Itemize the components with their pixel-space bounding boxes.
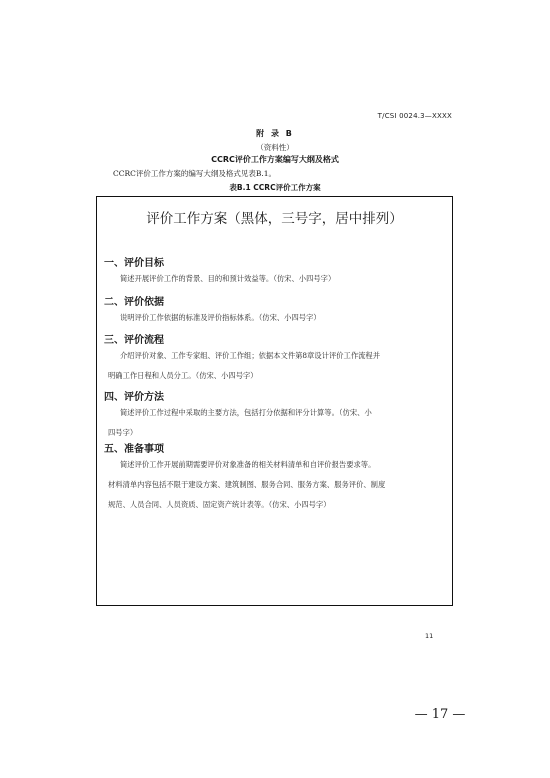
appendix-name: CCRC评价工作方案编写大纲及格式 (211, 155, 339, 164)
section-body-method (108, 403, 443, 443)
box-title: 评价工作方案（黑体，三号字，居中排列） (146, 211, 403, 227)
section-body-objective (108, 269, 443, 289)
section-heading-method: 四、评价方法 (104, 392, 164, 403)
work-plan-template-box (96, 196, 453, 606)
appendix-intro: CCRC评价工作方案的编写大纲及格式见表B.1。 (113, 169, 277, 178)
appendix-title: 附 录 B (256, 129, 294, 138)
table-caption: 表B.1 CCRC评价工作方案 (229, 183, 321, 192)
body-line: 规范、人员合同、人员资质、固定资产统计表等。（仿宋、小四号字） (108, 500, 331, 509)
section-body-preparation (108, 455, 443, 515)
page-number: — 17 — (414, 707, 466, 722)
body-line: 简述开展评价工作的背景、目的和预计效益等。（仿宋、小四号字） (120, 274, 336, 283)
appendix-nature: （资料性） (256, 143, 294, 152)
body-line: 简述评价工作开展前期需要评价对象准备的相关材料清单和自评价报告要求等。 (120, 460, 376, 469)
standard-code: T/CSI 0024.3—XXXX (377, 112, 452, 120)
section-body-process (108, 346, 443, 386)
section-heading-basis: 二、评价依据 (104, 297, 164, 308)
inner-page-number: 11 (425, 632, 434, 640)
body-line: 说明评价工作依据的标准及评价指标体系。（仿宋、小四号字） (120, 313, 321, 322)
section-body-basis (108, 308, 443, 328)
body-line: 介绍评价对象、工作专家组、评价工作组；依据本文件第8章设计评价工作流程并 (120, 351, 381, 360)
section-heading-preparation: 五、准备事项 (104, 444, 164, 455)
section-heading-objective: 一、评价目标 (104, 258, 164, 269)
body-line: 四号字） (108, 428, 138, 437)
body-line: 材料清单内容包括不限于建设方案、建筑制图、服务合同、服务方案、服务评价、制度 (108, 480, 386, 489)
body-line: 明确工作日程和人员分工。（仿宋、小四号字） (108, 371, 258, 380)
section-heading-process: 三、评价流程 (104, 335, 164, 346)
body-line: 简述评价工作过程中采取的主要方法，包括打分依据和评分计算等。（仿宋、小 (120, 408, 372, 417)
